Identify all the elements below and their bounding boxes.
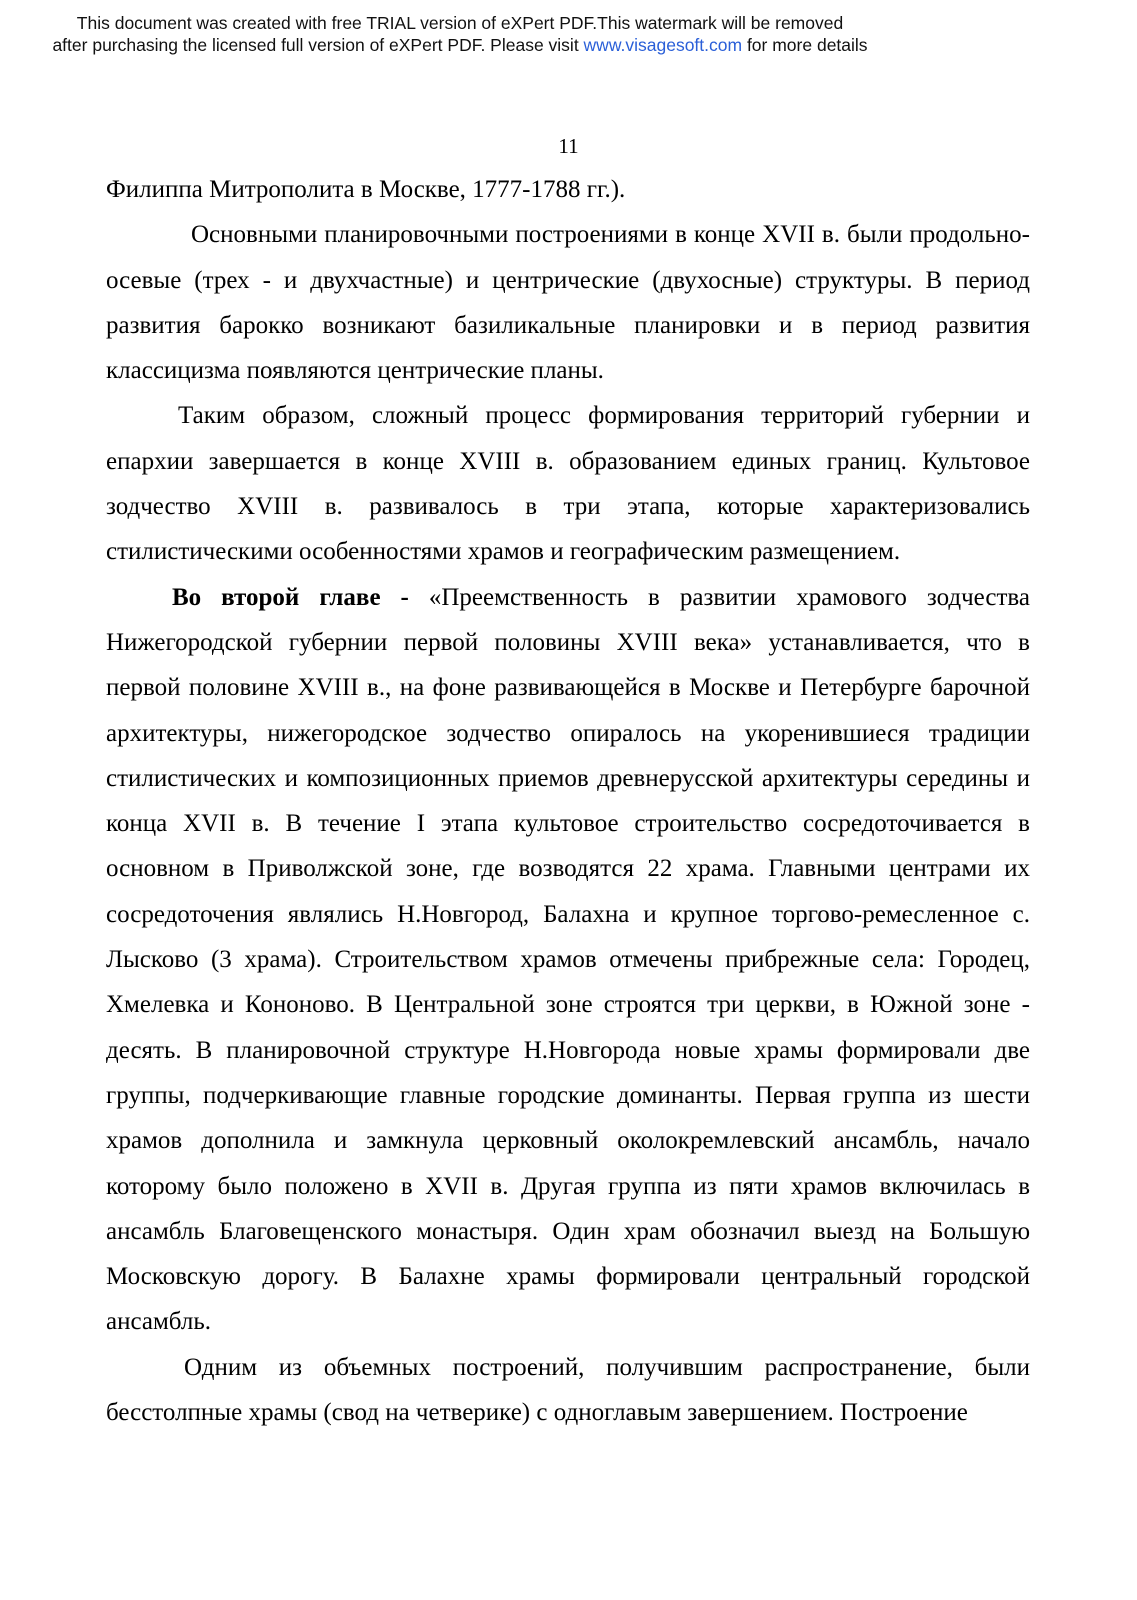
document-body — [106, 167, 1030, 1435]
paragraph-conclusion-chapter-1: Таким образом, сложный процесс формирования территорий губернии и епархии завершается в конце XVIII в. образованием единых границ. Культовое зодчество XVIII в. развивалось в три этапа, которые характеризовались стилистическими особенностями храмов и географическим размещением. — [106, 402, 1030, 566]
chapter-2-lead: Во второй главе - — [172, 583, 409, 611]
paragraph-planning-structures: Основными планировочными построениями в конце XVII в. были продольно-осевые (трех - и двухчастные) и центрические (двухосные) структуры. В период развития барокко возникают базиликальные планировки и в период развития классицизма появляются центрические планы. — [106, 221, 1030, 385]
trial-watermark — [0, 12, 920, 56]
watermark-text-before-link: after purchasing the licensed full version of eXPert PDF. Please visit — [52, 35, 584, 55]
watermark-line-2 — [0, 34, 920, 56]
page-number: 11 — [558, 134, 579, 158]
watermark-text-after-link: for more details — [742, 35, 868, 55]
paragraph-volumetric-constructions: Одним из объемных построений, получившим распространение, были бесстолпные храмы (свод на четверике) с одноглавым завершением. Построение — [106, 1353, 1030, 1427]
watermark-line-1: This document was created with free TRIAL version of eXPert PDF.This watermark will be removed — [76, 13, 844, 33]
chapter-2-text: «Преемственность в развитии храмового зодчества Нижегородской губернии первой половины XVIII века» устанавливается, что в первой половине XVIII в., на фоне развивающейся в Москве и Петербурге барочной архитектуры, нижегородское зодчество опиралось на укоренившиеся традиции стилистических и композиционных приемов древнерусской архитектуры середины и конца XVII в. В течение I этапа культовое строительство сосредоточивается в основном в Приволжской зоне, где возводятся 22 храма. Главными центрами их сосредоточения являлись Н.Новгород, Балахна и крупное торгово-ремесленное с. Лысково (3 храма). Строительством храмов отмечены прибрежные села: Городец, Хмелевка и Кононово. В Центральной зоне строятся три церкви, в Южной зоне - десять. В планировочной структуре Н.Новгорода новые храмы формировали две группы, подчеркивающие главные городские доминанты. Первая группа из шести храмов дополнила и замкнула церковный околокремлевский ансамбль, начало которому было положено в XVII в. Другая группа из пяти храмов включилась в ансамбль Благовещенского монастыря. Один храм обозначил выезд на Большую Московскую дорогу. В Балахне храмы формировали центральный городской ансамбль. — [106, 583, 1030, 1336]
paragraph-chapter-2 — [106, 575, 1030, 1345]
visagesoft-link[interactable]: www.visagesoft.com — [583, 35, 743, 55]
paragraph-continuation: Филиппа Митрополита в Москве, 1777-1788 гг.). — [106, 176, 626, 203]
